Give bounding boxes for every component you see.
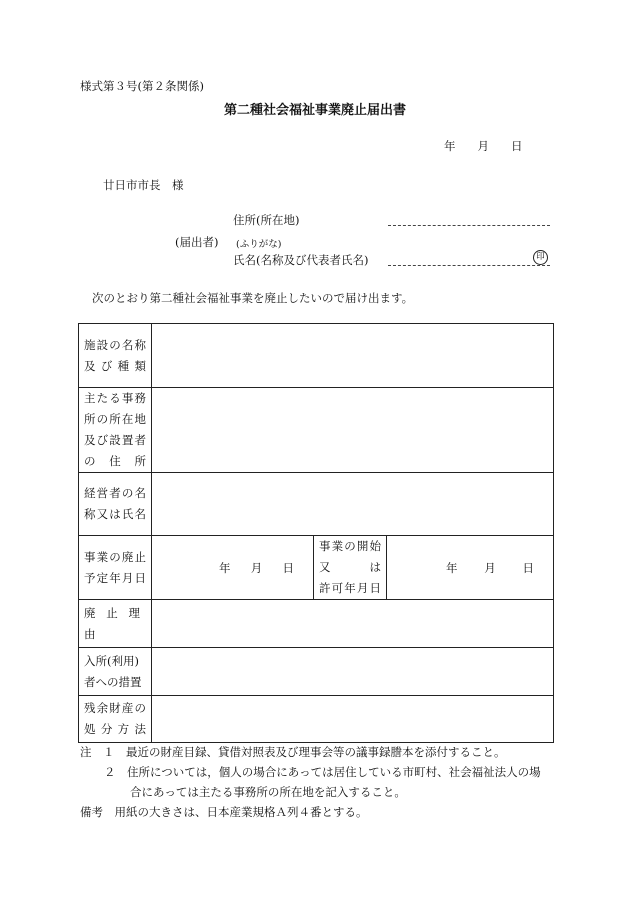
start-date-label: 事業の開始 又 は 許可年月日 (314, 536, 387, 600)
table-row (79, 388, 554, 473)
remark: 備考 用紙の大きさは、日本産業規格Ａ列４番とする。 (80, 805, 368, 819)
closure-date-label: 事業の廃止 予定年月日 (79, 536, 152, 600)
operator-name-field[interactable] (152, 473, 554, 536)
document-title: 第二種社会福祉事業廃止届出書 (223, 103, 406, 118)
table-row (79, 324, 554, 388)
seal-mark: 印 (533, 250, 548, 265)
notifier-label: (届出者) (175, 235, 219, 249)
table-row (79, 648, 554, 696)
date-day: 日 (511, 139, 523, 153)
table-row (79, 600, 554, 648)
furigana-label: (ふりがな) (236, 239, 282, 250)
submission-date (444, 138, 523, 154)
facility-name-field[interactable] (152, 324, 554, 388)
office-address-label: 主たる事務 所の所在地 及び設置者 の 住 所 (79, 388, 152, 473)
date-year: 年 (444, 139, 456, 153)
office-address-field[interactable] (152, 388, 554, 473)
start-date-field[interactable]: 年 月 日 (387, 536, 554, 600)
form-number: 様式第３号(第２条関係) (80, 79, 204, 93)
intro-text: 次のとおり第二種社会福祉事業を廃止したいので届け出ます。 (92, 291, 414, 305)
date-month: 月 (477, 139, 489, 153)
residual-assets-field[interactable] (152, 696, 554, 743)
closure-reason-label: 廃止理由 (79, 600, 152, 648)
name-field-line[interactable] (388, 265, 550, 266)
closure-reason-field[interactable] (152, 600, 554, 648)
residual-assets-label: 残余財産の 処分方法 (79, 696, 152, 743)
name-label: 氏名(名称及び代表者氏名) (233, 253, 369, 267)
table-row (79, 696, 554, 743)
table-row (79, 536, 554, 600)
note-1: 注 １ 最近の財産目録、貸借対照表及び理事会等の議事録謄本を添付すること。 (80, 745, 506, 759)
resident-measures-field[interactable] (152, 648, 554, 696)
note-2: ２ 住所については，個人の場合にあっては居住している市町村、社会福祉法人の場 (104, 765, 541, 779)
note-2-continued: 合にあっては主たる事務所の所在地を記入すること。 (130, 785, 406, 799)
resident-measures-label: 入所(利用) 者への措置 (79, 648, 152, 696)
table-row (79, 473, 554, 536)
operator-name-label: 経営者の名 称又は氏名 (79, 473, 152, 536)
facility-name-label: 施設の名称 及び種類 (79, 324, 152, 388)
address-field-line[interactable] (388, 225, 550, 226)
notes (80, 742, 541, 822)
addressee: 廿日市市長 様 (103, 178, 184, 192)
notification-table (78, 323, 554, 743)
closure-date-field[interactable]: 年 月 日 (152, 536, 314, 600)
address-label: 住所(所在地) (233, 213, 300, 227)
